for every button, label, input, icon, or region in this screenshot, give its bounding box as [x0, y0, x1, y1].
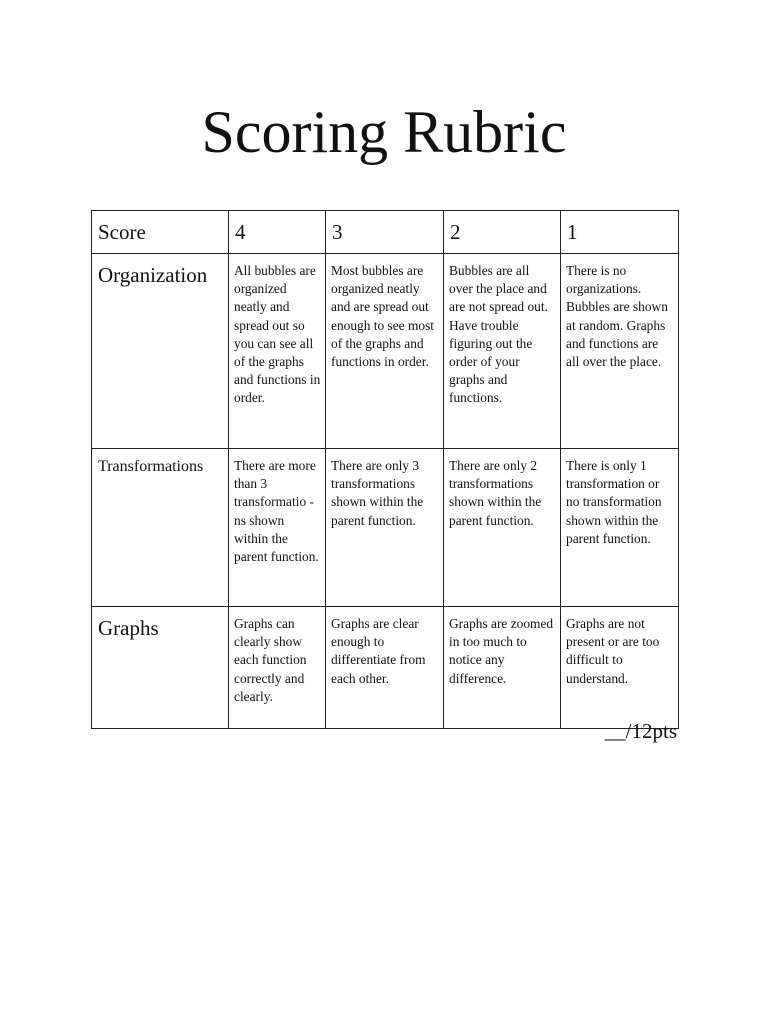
- criterion-graphs: Graphs: [92, 607, 229, 729]
- rubric-cell: Graphs can clearly show each function correctly and clearly.: [229, 607, 326, 729]
- table-row: [92, 449, 679, 607]
- rubric-cell: There are more than 3 transformatio -ns shown within the parent function.: [229, 449, 326, 607]
- header-2: 2: [444, 211, 561, 254]
- header-1: 1: [561, 211, 679, 254]
- table-row: [92, 607, 679, 729]
- rubric-cell: Most bubbles are organized neatly and are spread out enough to see most of the graphs and functions in order.: [326, 254, 444, 449]
- criterion-organization: Organization: [92, 254, 229, 449]
- rubric-cell: Graphs are not present or are too difficult to understand.: [561, 607, 679, 729]
- table-row: [92, 254, 679, 449]
- rubric-cell: There are only 2 transformations shown within the parent function.: [444, 449, 561, 607]
- criterion-transformations: Transformations: [92, 449, 229, 607]
- rubric-cell: Graphs are clear enough to differentiate from each other.: [326, 607, 444, 729]
- header-score: Score: [92, 211, 229, 254]
- points-total: __/12pts: [604, 719, 677, 743]
- rubric-cell: There are only 3 transformations shown within the parent function.: [326, 449, 444, 607]
- header-4: 4: [229, 211, 326, 254]
- rubric-cell: There is no organizations. Bubbles are shown at random. Graphs and functions are all over the place.: [561, 254, 679, 449]
- rubric-cell: There is only 1 transformation or no transformation shown within the parent function.: [561, 449, 679, 607]
- table-header-row: [92, 211, 679, 254]
- rubric-cell: Bubbles are all over the place and are not spread out. Have trouble figuring out the order of your graphs and functions.: [444, 254, 561, 449]
- header-3: 3: [326, 211, 444, 254]
- rubric-cell: Graphs are zoomed in too much to notice any difference.: [444, 607, 561, 729]
- rubric-cell: All bubbles are organized neatly and spread out so you can see all of the graphs and functions in order.: [229, 254, 326, 449]
- rubric-table: [91, 210, 679, 729]
- page-title: Scoring Rubric: [201, 99, 567, 165]
